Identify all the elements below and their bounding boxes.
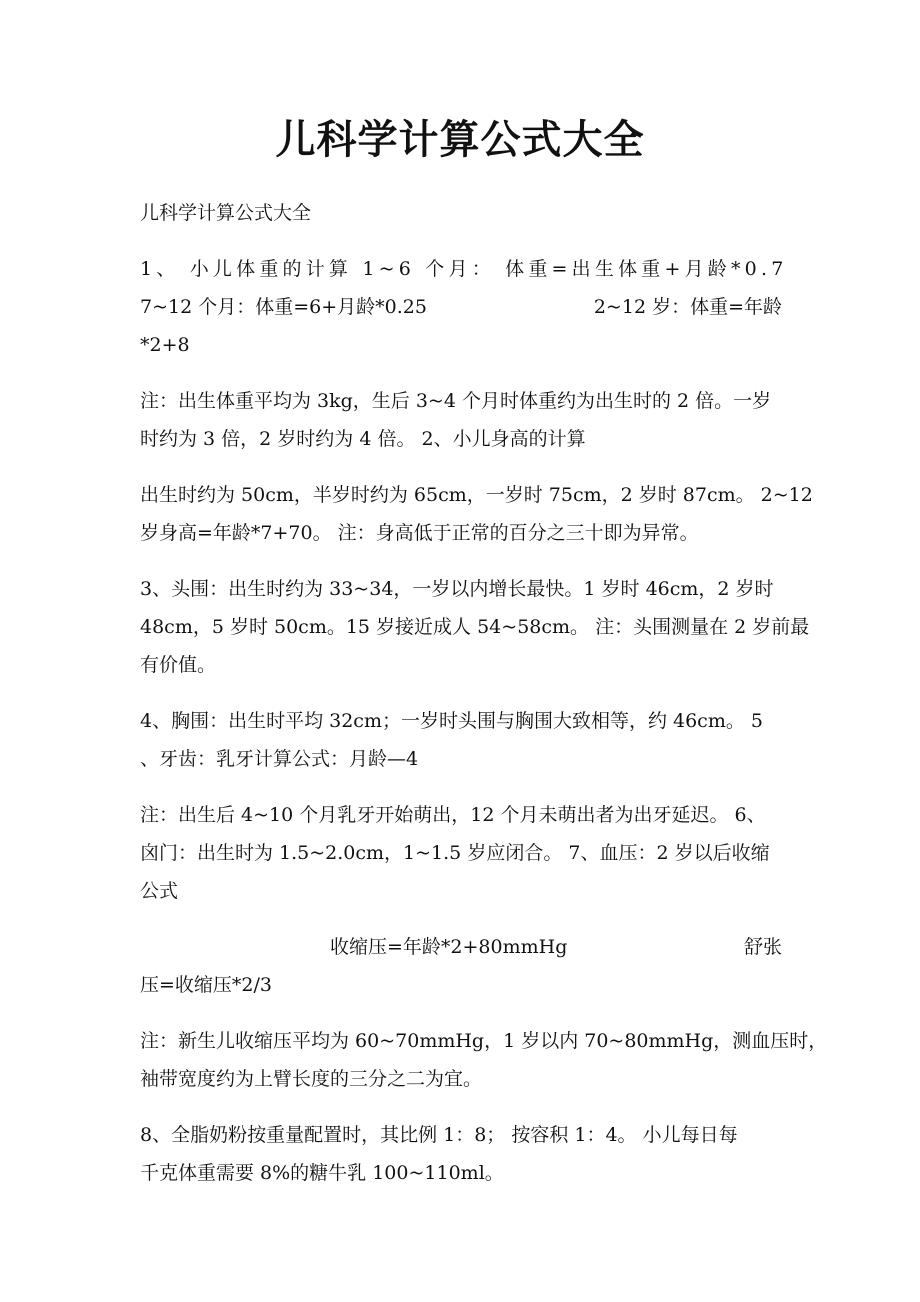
text-line-height-2: 岁身高=年龄*7+70。 注：身高低于正常的百分之三十即为异常。	[140, 522, 699, 544]
text-line-head-3: 有价值。	[140, 654, 217, 676]
text-line-note-1: 注：出生体重平均为 3kg，生后 3~4 个月时体重约为出生时的 2 倍。一岁	[140, 390, 772, 412]
text-line-milk-2: 千克体重需要 8%的糖牛乳 100~110ml。	[140, 1162, 504, 1184]
text-line-weight-1: 1、 小儿体重的计算 1~6 个月： 体重=出生体重+月龄*0.7	[140, 258, 788, 280]
text-line-note-2: 时约为 3 倍，2 岁时约为 4 倍。 2、小儿身高的计算	[140, 428, 586, 450]
text-segment-weight-7-12: 7~12 个月：体重=6+月龄*0.25	[140, 296, 427, 318]
text-line-head-2: 48cm，5 岁时 50cm。15 岁接近成人 54~58cm。 注：头围测量在 2 岁前最	[140, 616, 810, 638]
page-title: 儿科学计算公式大全	[275, 117, 645, 163]
subtitle-line: 儿科学计算公式大全	[140, 202, 312, 224]
text-segment-systolic: 收缩压=年龄*2+80mmHg	[330, 936, 568, 958]
text-line-chest-2: 、牙齿：乳牙计算公式：月龄—4	[140, 748, 419, 770]
text-line-bp-2: 压=收缩压*2/3	[140, 974, 272, 996]
text-line-chest-1: 4、胸围：出生时平均 32cm；一岁时头围与胸围大致相等，约 46cm。 5	[140, 710, 763, 732]
text-line-height-1: 出生时约为 50cm，半岁时约为 65cm，一岁时 75cm，2 岁时 87cm。 2~12	[140, 484, 813, 506]
text-line-teeth-2: 囟门：出生时为 1.5~2.0cm，1~1.5 岁应闭合。 7、血压：2 岁以后收缩	[140, 842, 770, 864]
text-segment-diastolic: 舒张	[743, 936, 782, 958]
text-line-head-1: 3、头围：出生时约为 33~34，一岁以内增长最快。1 岁时 46cm，2 岁时	[140, 578, 774, 600]
text-line-weight-2	[140, 294, 782, 320]
text-line-weight-3: *2+8	[140, 334, 190, 356]
text-line-teeth-1: 注：出生后 4~10 个月乳牙开始萌出，12 个月未萌出者为出牙延迟。 6、	[140, 804, 766, 826]
text-segment-weight-2-12: 2~12 岁：体重=年龄	[593, 296, 782, 318]
text-line-bp-note-1: 注：新生儿收缩压平均为 60~70mmHg，1 岁以内 70~80mmHg，测血压时，	[140, 1030, 828, 1052]
text-line-bp-note-2: 袖带宽度约为上臂长度的三分之二为宜。	[140, 1068, 483, 1090]
text-line-milk-1: 8、全脂奶粉按重量配置时，其比例 1：8； 按容积 1：4。 小儿每日每	[140, 1124, 738, 1146]
text-line-teeth-3: 公式	[140, 880, 179, 902]
